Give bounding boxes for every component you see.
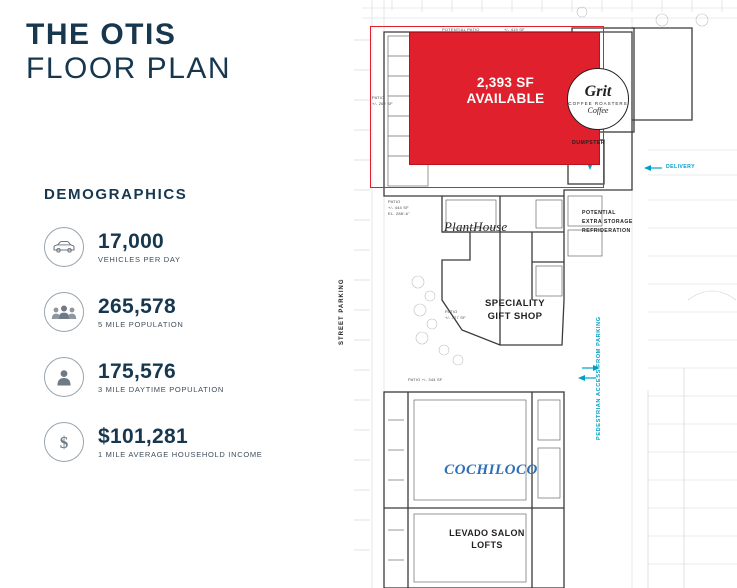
grit-coffee-logo [567,68,629,130]
patio-label-727-l2: +/- 727 SF [445,315,466,320]
tenant-label-planthouse: PlantHouse [444,219,508,234]
demographic-value: $101,281 [98,424,188,448]
grit-logo-name: Grit [584,82,612,100]
levado-line-1: LEVADO SALON [449,528,525,538]
demographic-label: 5 MILE POPULATION [98,319,184,329]
delivery-label: DELIVERY [666,164,695,170]
person-icon [44,357,84,397]
demographic-value: 17,000 [98,229,165,253]
floor-plan-drawing [332,0,737,588]
patio-label-727-l1: PATIO [445,309,458,314]
gift-shop-line-2: GIFT SHOP [487,311,543,322]
title-line-1: THE OTIS [26,18,177,51]
demographic-row [44,349,314,405]
demographic-text [98,425,263,459]
street-parking-label: STREET PARKING [339,278,345,345]
demographic-row [44,284,314,340]
demographic-value: 175,576 [98,359,177,383]
demographic-label: 1 MILE AVERAGE HOUSEHOLD INCOME [98,449,263,459]
patio-label-444-l2: +/- 444 SF [388,205,409,210]
pedestrian-access-label: PEDESTRIAN ACCESS FROM PARKING [596,316,602,440]
page-title [26,18,231,86]
dumpster-label: DUMPSTER [572,140,606,146]
patio-label-262-sf: +/- 262 SF [372,101,393,106]
tenant-label-cochiloco: COCHILOCO [444,462,538,478]
grit-logo-coffee: Coffee [587,105,609,115]
patio-label-262: PATIO [372,95,385,100]
left-info-panel [0,0,332,588]
potential-storage-line-2: EXTRA STORAGE [582,219,633,225]
patio-label-444-l3: EL. 288'-6" [388,211,410,216]
tenant-label-gift-shop [460,297,570,323]
patio-label-444-l1: PATIO [388,199,401,204]
demographic-row [44,219,314,275]
patio-label-potential-sf: +/- 419 SF [504,27,525,32]
demographic-value: 265,578 [98,294,177,318]
demographic-label: VEHICLES PER DAY [98,254,181,264]
demographic-text [98,295,184,329]
gift-shop-line-1: SPECIALITY [485,298,545,309]
levado-line-2: LOFTS [471,540,503,550]
demographic-row [44,414,314,470]
patio-label-344: PATIO +/- 344 SF [408,377,443,382]
potential-storage-line-1: POTENTIAL [582,210,616,216]
demographic-label: 3 MILE DAYTIME POPULATION [98,384,224,394]
demographic-text [98,230,181,264]
demographics-heading: DEMOGRAPHICS [44,186,188,203]
svg-text:$: $ [59,433,69,452]
potential-storage-line-3: REFRIDERATION [582,228,631,234]
people-icon [44,292,84,332]
dollar-icon [44,422,84,462]
available-space-size: 2,393 SF [476,75,535,90]
patio-label-potential: POTENTIAL PATIO [442,27,480,32]
title-line-2: FLOOR PLAN [26,52,232,85]
available-space-status: AVAILABLE [466,91,545,106]
demographic-text [98,360,224,394]
grit-logo-sub: COFFEE ROASTERS [568,100,628,106]
car-icon [44,227,84,267]
tenant-label-levado [412,527,562,551]
demographics-section [44,186,314,479]
